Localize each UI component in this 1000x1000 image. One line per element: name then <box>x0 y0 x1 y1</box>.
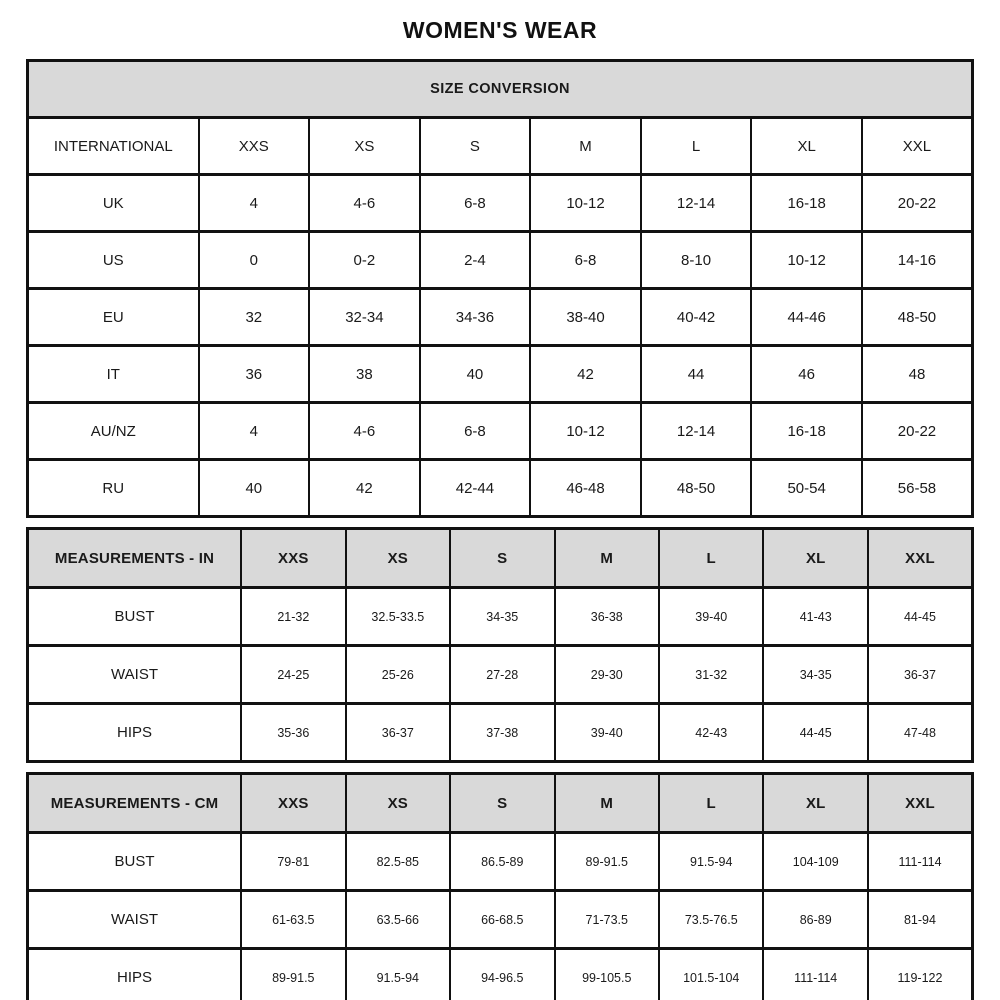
row-label: HIPS <box>28 704 242 762</box>
column-header: XXS <box>199 118 310 175</box>
size-cell: 71-73.5 <box>555 891 659 949</box>
column-header: S <box>420 118 531 175</box>
size-cell: 44-46 <box>751 289 862 346</box>
size-cell: 42-43 <box>659 704 763 762</box>
size-cell: 50-54 <box>751 460 862 517</box>
size-cell: 44-45 <box>763 704 867 762</box>
column-header: XXL <box>862 118 973 175</box>
size-cell: 42 <box>530 346 641 403</box>
table-row <box>28 891 973 949</box>
size-cell: 37-38 <box>450 704 554 762</box>
size-cell: 48-50 <box>862 289 973 346</box>
size-cell: 6-8 <box>420 175 531 232</box>
size-cell: 38 <box>309 346 420 403</box>
column-header: XXL <box>868 529 973 588</box>
column-header: M <box>530 118 641 175</box>
size-cell: 48 <box>862 346 973 403</box>
row-label: BUST <box>28 833 242 891</box>
size-cell: 16-18 <box>751 403 862 460</box>
size-cell: 42-44 <box>420 460 531 517</box>
column-header: S <box>450 529 554 588</box>
size-cell: 10-12 <box>530 175 641 232</box>
size-cell: 99-105.5 <box>555 949 659 1000</box>
size-cell: 40 <box>420 346 531 403</box>
table-row <box>28 588 973 646</box>
size-cell: 32-34 <box>309 289 420 346</box>
size-cell: 27-28 <box>450 646 554 704</box>
size-cell: 46 <box>751 346 862 403</box>
corner-header: INTERNATIONAL <box>28 118 199 175</box>
size-cell: 36-37 <box>868 646 973 704</box>
row-label: EU <box>28 289 199 346</box>
size-cell: 6-8 <box>420 403 531 460</box>
row-label: AU/NZ <box>28 403 199 460</box>
size-cell: 81-94 <box>868 891 973 949</box>
column-header: XXS <box>241 774 345 833</box>
table-row <box>28 704 973 762</box>
size-cell: 20-22 <box>862 403 973 460</box>
size-cell: 111-114 <box>868 833 973 891</box>
size-cell: 86.5-89 <box>450 833 554 891</box>
size-cell: 44 <box>641 346 752 403</box>
size-cell: 56-58 <box>862 460 973 517</box>
size-cell: 89-91.5 <box>555 833 659 891</box>
column-header: XS <box>309 118 420 175</box>
size-cell: 63.5-66 <box>346 891 450 949</box>
row-label: WAIST <box>28 891 242 949</box>
row-label: RU <box>28 460 199 517</box>
row-label: BUST <box>28 588 242 646</box>
size-cell: 35-36 <box>241 704 345 762</box>
size-cell: 94-96.5 <box>450 949 554 1000</box>
column-header: XS <box>346 774 450 833</box>
size-cell: 61-63.5 <box>241 891 345 949</box>
size-cell: 104-109 <box>763 833 867 891</box>
size-cell: 24-25 <box>241 646 345 704</box>
table-row <box>28 833 973 891</box>
size-cell: 4 <box>199 403 310 460</box>
row-label: HIPS <box>28 949 242 1000</box>
size-cell: 91.5-94 <box>659 833 763 891</box>
size-cell: 40 <box>199 460 310 517</box>
size-cell: 82.5-85 <box>346 833 450 891</box>
size-cell: 10-12 <box>751 232 862 289</box>
size-cell: 34-35 <box>763 646 867 704</box>
column-header: M <box>555 774 659 833</box>
size-cell: 6-8 <box>530 232 641 289</box>
measurements-in-table <box>26 527 974 763</box>
column-header: S <box>450 774 554 833</box>
size-cell: 79-81 <box>241 833 345 891</box>
size-cell: 39-40 <box>659 588 763 646</box>
measurements-cm-grid <box>26 772 974 1000</box>
size-cell: 66-68.5 <box>450 891 554 949</box>
column-header: M <box>555 529 659 588</box>
size-cell: 2-4 <box>420 232 531 289</box>
table-row <box>28 232 973 289</box>
size-cell: 39-40 <box>555 704 659 762</box>
column-header: L <box>659 529 763 588</box>
size-cell: 21-32 <box>241 588 345 646</box>
size-cell: 14-16 <box>862 232 973 289</box>
table-row <box>28 175 973 232</box>
size-cell: 4 <box>199 175 310 232</box>
size-cell: 119-122 <box>868 949 973 1000</box>
column-header: XXL <box>868 774 973 833</box>
column-header: XL <box>751 118 862 175</box>
size-conversion-table <box>26 59 974 518</box>
measurements-in-grid <box>26 527 974 763</box>
size-cell: 38-40 <box>530 289 641 346</box>
size-cell: 31-32 <box>659 646 763 704</box>
size-cell: 101.5-104 <box>659 949 763 1000</box>
size-cell: 0 <box>199 232 310 289</box>
size-cell: 0-2 <box>309 232 420 289</box>
size-cell: 91.5-94 <box>346 949 450 1000</box>
size-cell: 47-48 <box>868 704 973 762</box>
size-cell: 86-89 <box>763 891 867 949</box>
size-cell: 12-14 <box>641 175 752 232</box>
table-row <box>28 289 973 346</box>
size-cell: 32 <box>199 289 310 346</box>
table-row <box>28 403 973 460</box>
table-row <box>28 346 973 403</box>
table-row <box>28 646 973 704</box>
row-label: US <box>28 232 199 289</box>
measurements-cm-table <box>26 772 974 1000</box>
column-header: L <box>659 774 763 833</box>
table-row <box>28 460 973 517</box>
column-header: XL <box>763 774 867 833</box>
size-cell: 4-6 <box>309 403 420 460</box>
page-title: WOMEN'S WEAR <box>402 17 598 43</box>
size-cell: 42 <box>309 460 420 517</box>
column-header: XL <box>763 529 867 588</box>
size-cell: 34-35 <box>450 588 554 646</box>
size-cell: 89-91.5 <box>241 949 345 1000</box>
size-cell: 46-48 <box>530 460 641 517</box>
size-cell: 36 <box>199 346 310 403</box>
size-cell: 36-38 <box>555 588 659 646</box>
size-cell: 111-114 <box>763 949 867 1000</box>
column-header: XS <box>346 529 450 588</box>
column-header: XXS <box>241 529 345 588</box>
row-label: IT <box>28 346 199 403</box>
size-cell: 12-14 <box>641 403 752 460</box>
size-cell: 41-43 <box>763 588 867 646</box>
corner-header: MEASUREMENTS - CM <box>28 774 242 833</box>
size-cell: 36-37 <box>346 704 450 762</box>
row-label: UK <box>28 175 199 232</box>
size-cell: 34-36 <box>420 289 531 346</box>
row-label: WAIST <box>28 646 242 704</box>
size-conversion-grid <box>26 59 974 518</box>
corner-header: MEASUREMENTS - IN <box>28 529 242 588</box>
size-cell: 16-18 <box>751 175 862 232</box>
size-cell: 73.5-76.5 <box>659 891 763 949</box>
size-cell: 8-10 <box>641 232 752 289</box>
size-cell: 44-45 <box>868 588 973 646</box>
size-cell: 32.5-33.5 <box>346 588 450 646</box>
size-cell: 20-22 <box>862 175 973 232</box>
column-header: L <box>641 118 752 175</box>
table-banner: SIZE CONVERSION <box>28 61 973 118</box>
size-cell: 25-26 <box>346 646 450 704</box>
size-cell: 29-30 <box>555 646 659 704</box>
size-cell: 4-6 <box>309 175 420 232</box>
size-cell: 10-12 <box>530 403 641 460</box>
size-cell: 48-50 <box>641 460 752 517</box>
table-row <box>28 949 973 1000</box>
size-cell: 40-42 <box>641 289 752 346</box>
